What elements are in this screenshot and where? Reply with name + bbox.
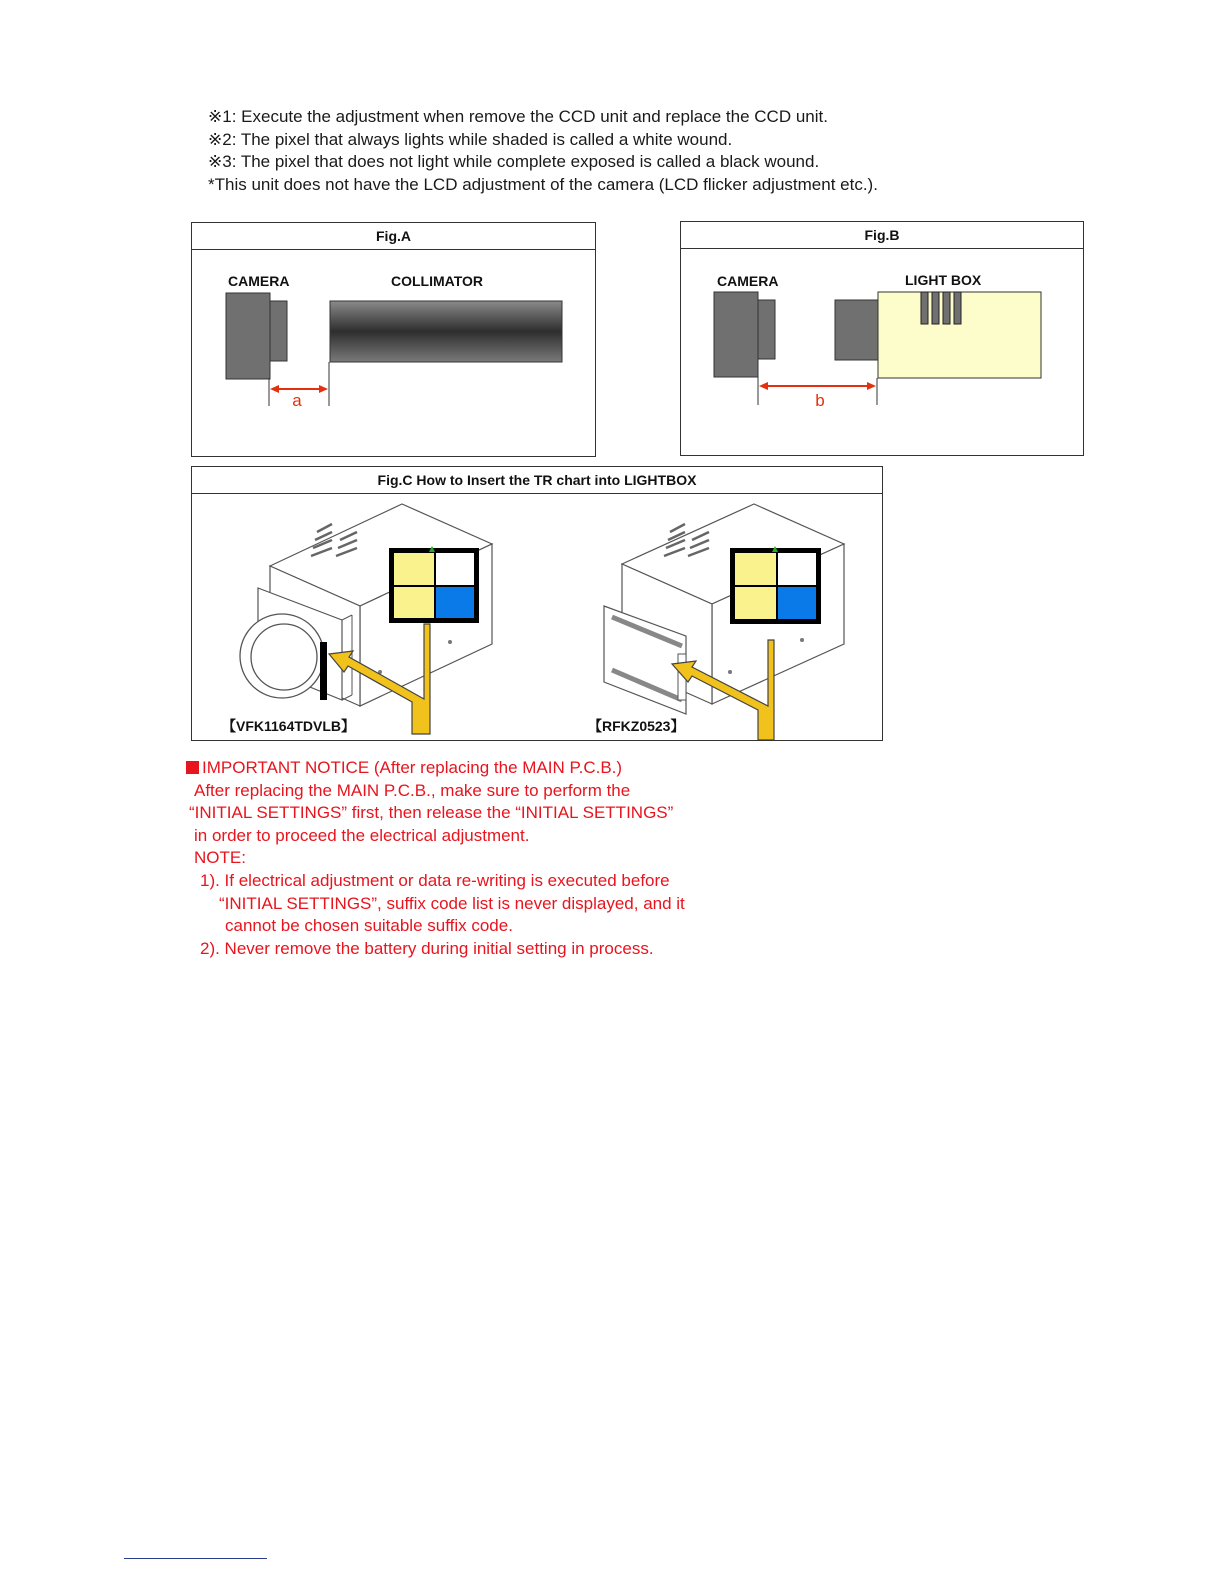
fig-a-diagram xyxy=(192,250,595,456)
fig-c-right-tr-chart xyxy=(730,546,821,624)
fig-b-panel xyxy=(680,221,1084,456)
fig-c-diagram xyxy=(192,494,882,740)
fig-b-chart-slot-4 xyxy=(954,292,961,324)
fig-c-right-label: 【RFKZ0523】 xyxy=(588,718,685,734)
fig-a-camera-lens xyxy=(270,301,287,361)
fig-c-left-tr-chart xyxy=(389,546,479,623)
fig-b-diagram xyxy=(681,249,1083,455)
notice-line-7: cannot be chosen suitable suffix code. xyxy=(225,916,513,936)
note-1: ※1: Execute the adjustment when remove the CCD unit and replace the CCD unit. xyxy=(208,107,828,126)
notice-line-4: NOTE: xyxy=(194,848,246,868)
fig-b-dim-arrow-right xyxy=(867,382,876,390)
note-3: ※3: The pixel that does not light while complete exposed is called a black wound. xyxy=(208,152,820,172)
fig-c-left-label: 【VFK1164TDVLB】 xyxy=(222,718,356,734)
fig-a-dim-arrow-right xyxy=(319,385,328,393)
note-2: ※2: The pixel that always lights while shaded is called a white wound. xyxy=(208,129,733,149)
fig-b-title: Fig.B xyxy=(681,222,1083,249)
fig-b-chart-slot-3 xyxy=(943,292,950,324)
fig-c-title: Fig.C How to Insert the TR chart into LIGHTBOX xyxy=(192,467,882,494)
fig-b-chart-slot-1 xyxy=(921,292,928,324)
fig-b-dim-label: b xyxy=(815,391,825,410)
fig-b-dim-arrow-left xyxy=(759,382,768,390)
notice-heading-row xyxy=(186,757,685,780)
fig-a-collimator xyxy=(330,301,562,362)
notice-line-5: 1). If electrical adjustment or data re-writing is executed before xyxy=(200,870,670,890)
notice-square-icon xyxy=(186,761,199,774)
notice-line-8: 2). Never remove the battery during initial setting in process. xyxy=(200,938,654,958)
fig-a-camera-label: CAMERA xyxy=(228,273,290,289)
fig-b-chart-slot-2 xyxy=(932,292,939,324)
fig-b-camera-lens xyxy=(758,300,775,359)
notice-line-1: After replacing the MAIN P.C.B., make sure to perform the xyxy=(194,780,631,800)
notice-line-3: in order to proceed the electrical adjustment. xyxy=(194,825,530,845)
fig-a-dim-label: a xyxy=(292,391,302,410)
footer-rule xyxy=(124,1558,267,1559)
fig-c-panel xyxy=(191,466,883,741)
notice-heading: IMPORTANT NOTICE (After replacing the MAIN P.C.B.) xyxy=(202,758,623,777)
fig-a-camera-body xyxy=(226,293,270,379)
fig-b-camera-body xyxy=(714,292,758,377)
fig-a-panel xyxy=(191,222,596,457)
footnotes xyxy=(208,106,878,197)
important-notice xyxy=(186,757,685,960)
fig-b-camera-label: CAMERA xyxy=(717,273,779,289)
notice-line-2: “INITIAL SETTINGS” first, then release the “INITIAL SETTINGS” xyxy=(189,803,674,823)
notice-line-6: “INITIAL SETTINGS”, suffix code list is never displayed, and it xyxy=(219,893,685,913)
fig-b-lightbox-label: LIGHT BOX xyxy=(905,272,982,288)
note-4: *This unit does not have the LCD adjustment of the camera (LCD flicker adjustment etc.). xyxy=(208,175,878,195)
fig-a-title: Fig.A xyxy=(192,223,595,250)
fig-a-collimator-label: COLLIMATOR xyxy=(391,273,484,289)
fig-a-dim-arrow-left xyxy=(270,385,279,393)
fig-b-lightbox-port xyxy=(835,300,878,360)
